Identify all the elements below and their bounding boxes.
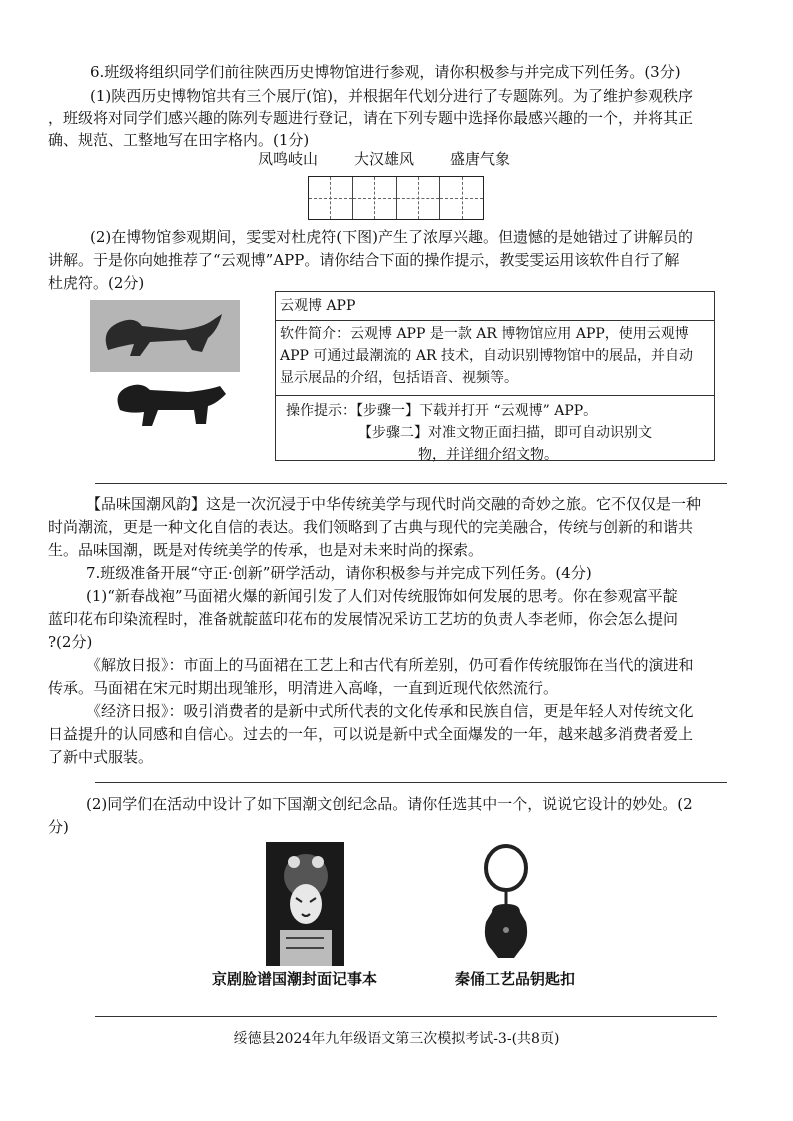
keychain-caption: 秦俑工艺品钥匙扣 [455,970,576,988]
q6-p2-line2: 讲解。于是你向她推荐了“云观博”APP。请你结合下面的操作提示，教雯雯运用该软件自行了解 [48,251,680,269]
tianzige-grid[interactable] [308,176,484,220]
answer-line[interactable] [95,782,727,783]
q6-p2-line3: 杜虎符。(2分) [48,274,145,292]
topic-item: 大汉雄风 [354,150,415,168]
notebook-caption: 京剧脸谱国潮封面记事本 [212,970,378,988]
grid-cell[interactable] [397,177,441,219]
grid-cell[interactable] [309,177,353,219]
q6-title: 6.班级将组织同学们前往陕西历史博物馆进行参观，请你积极参与并完成下列任务。(3分) [90,63,681,81]
terracotta-keychain-photo [470,842,542,966]
grid-cell[interactable] [353,177,397,219]
app-box-intro [276,321,714,396]
app-box-title: 云观博 APP [276,292,714,321]
answer-line[interactable] [95,483,727,484]
section-line1: 【品味国潮风韵】这是一次沉浸于中华传统美学与现代时尚交融的奇妙之旅。它不仅仅是一种 [86,495,702,513]
q6-p1-line2: ，班级将对同学们感兴趣的陈列专题进行登记，请在下列专题中选择你最感兴趣的一个，并将其正 [48,109,694,127]
page-footer: 绥德县2024年九年级语文第三次模拟考试-3-(共8页) [233,1031,560,1047]
q7-p1-line3: ?(2分) [48,633,93,651]
quote-jiefang-line2: 传承。马面裙在宋元时期出现雏形，明清进入高峰，一直到近现代依然流行。 [48,679,559,697]
q6-p1-line3: 确、规范、工整地写在田字格内。(1分) [48,131,310,149]
grid-cell[interactable] [440,177,483,219]
topic-list [258,148,510,169]
app-step-2-cont: 物，并详细介绍文物。 [418,447,558,463]
quote-jingji-line2: 日益提升的认同感和自信心。过去的一年，可以说是新中式全面爆发的一年，越来越多消费者爱上 [48,725,694,743]
q7-p1-line2: 蓝印花布印染流程时，准备就靛蓝印花布的发展情况采访工艺坊的负责人李老师，你会怎么提问 [48,610,679,628]
app-intro-line: 软件简介：云观博 APP 是一款 AR 博物馆应用 APP，使用云观博 [280,326,689,342]
q7-p2-line1: (2)同学们在活动中设计了如下国潮文创纪念品。请你任选其中一个，说说它设计的妙处。(2 [86,795,693,813]
quote-jiefang-line1: 《解放日报》：市面上的马面裙在工艺上和古代有所差别，仍可看作传统服饰在当代的演进和 [86,656,694,674]
app-info-box [275,291,715,461]
app-intro-line: APP 可通过最潮流的 AR 技术，自动识别博物馆中的展品，并自动 [280,348,693,364]
footer-divider [95,1016,717,1017]
q7-p2-line2: 分) [48,818,69,836]
section-line3: 生。品味国潮，既是对传统美学的传承，也是对未来时尚的探索。 [48,541,484,559]
quote-jingji-line3: 了新中式服装。 [48,748,154,766]
q7-p1-line1: (1)“新春战袍”马面裙火爆的新闻引发了人们对传统服饰如何发展的思考。你在参观富平靛 [86,587,678,605]
opera-notebook-photo [266,842,344,966]
app-step-2: 【步骤二】对准文物正面扫描，即可自动识别文 [358,425,652,441]
section-line2: 时尚潮流，更是一种文化自信的表达。我们领略到了古典与现代的完美融合，传统与创新的和谐共 [48,518,694,536]
q6-p1-line1: (1)陕西历史博物馆共有三个展厅(馆)，并根据年代划分进行了专题陈列。为了维护参观秩序 [90,87,693,105]
tiger-tally-photo [90,300,240,450]
quote-jingji-line1: 《经济日报》：吸引消费者的是新中式所代表的文化传承和民族自信，更是年轻人对传统文化 [86,702,694,720]
app-steps [276,396,714,470]
q7-title: 7.班级准备开展“守正·创新”研学活动，请你积极参与并完成下列任务。(4分) [86,564,592,582]
app-step-1: 操作提示：【步骤一】下载并打开 “云观博” APP。 [286,403,598,419]
topic-item: 凤鸣岐山 [258,150,319,168]
topic-item: 盛唐气象 [450,150,511,168]
app-intro-line: 显示展品的介绍，包括语音、视频等。 [280,370,518,386]
q6-p2-line1: (2)在博物馆参观期间，雯雯对杜虎符(下图)产生了浓厚兴趣。但遗憾的是她错过了讲解员的 [90,228,693,246]
